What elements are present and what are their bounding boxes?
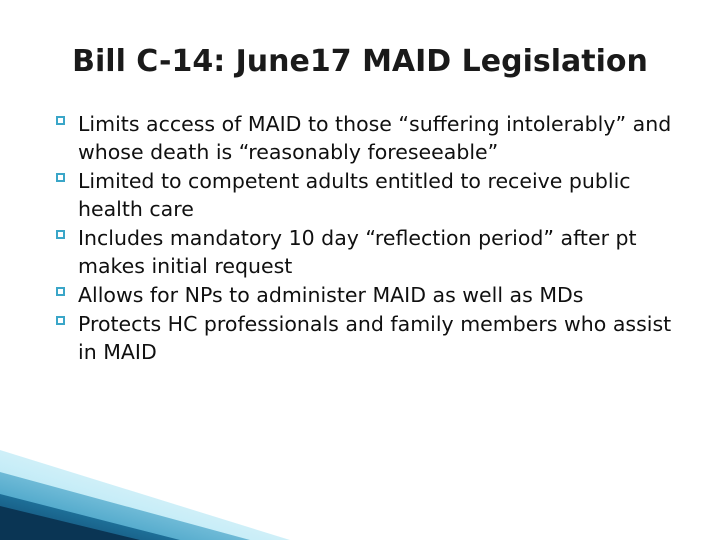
slide-body xyxy=(54,110,684,367)
bullet-marker-icon xyxy=(56,230,65,239)
bullet-list xyxy=(54,110,684,366)
page-title: Bill C-14: June17 MAID Legislation xyxy=(72,44,648,79)
bullet-marker-icon xyxy=(56,173,65,182)
bullet-marker-icon xyxy=(56,116,65,125)
list-item xyxy=(54,110,684,166)
list-item-text: Allows for NPs to administer MAID as well as MDs xyxy=(78,283,584,307)
list-item xyxy=(54,310,684,366)
list-item-text: Limited to competent adults entitled to receive public health care xyxy=(78,169,631,221)
list-item-text: Limits access of MAID to those “suffering intolerably” and whose death is “reasonably foreseeable” xyxy=(78,112,672,164)
list-item xyxy=(54,281,684,309)
list-item-text: Protects HC professionals and family members who assist in MAID xyxy=(78,312,672,364)
bullet-marker-icon xyxy=(56,287,65,296)
list-item xyxy=(54,224,684,280)
corner-decoration xyxy=(0,432,290,540)
bullet-marker-icon xyxy=(56,316,65,325)
list-item xyxy=(54,167,684,223)
list-item-text: Includes mandatory 10 day “reflection period” after pt makes initial request xyxy=(78,226,637,278)
